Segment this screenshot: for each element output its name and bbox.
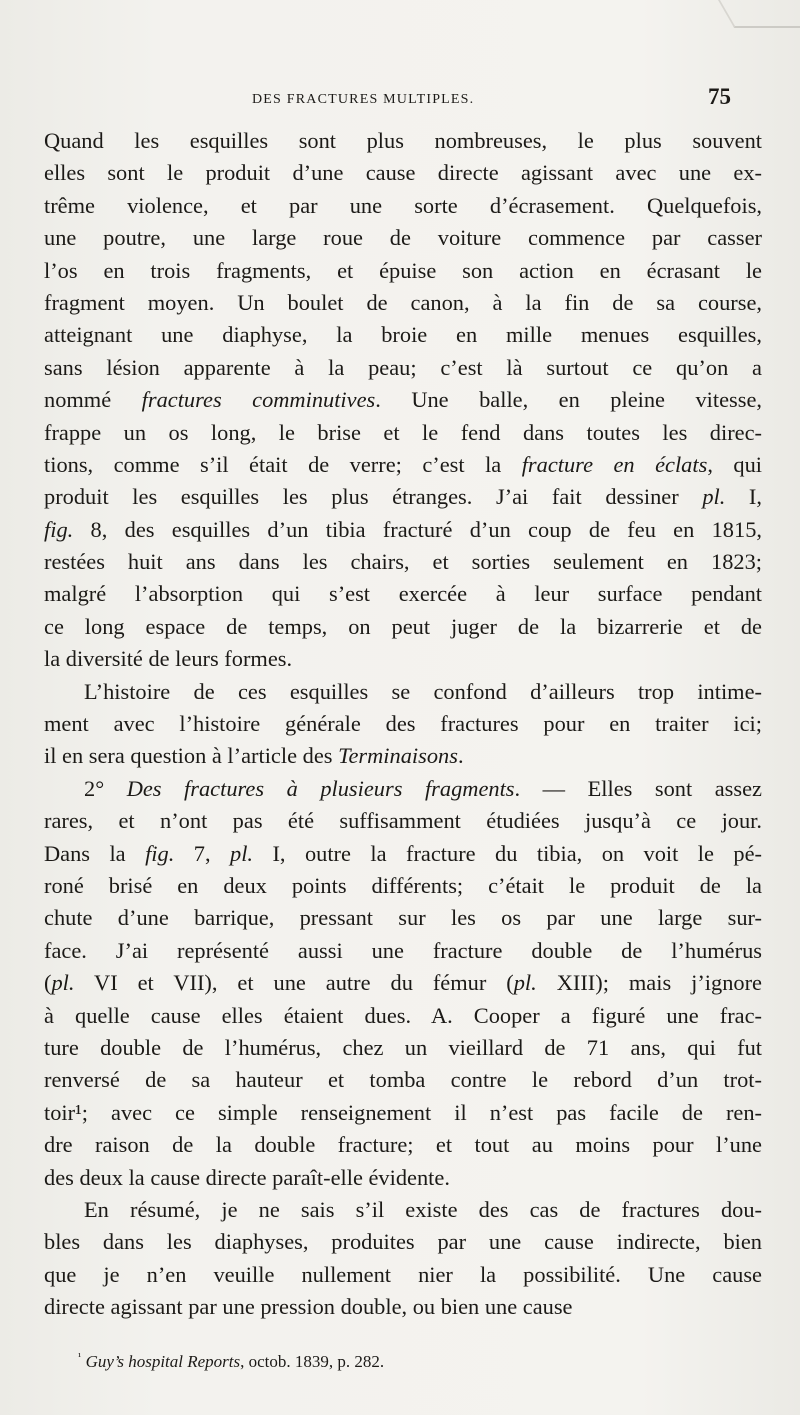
text-line bbox=[44, 352, 762, 384]
text-run: produit les esquilles les plus étranges. J’ai fait dessiner bbox=[44, 484, 703, 510]
text-line bbox=[44, 449, 762, 481]
text-line bbox=[44, 125, 762, 157]
text-run: ce long espace de temps, on peut juger de la bizarrerie et de bbox=[44, 613, 762, 639]
text-line bbox=[44, 157, 762, 189]
paragraph bbox=[44, 773, 762, 1194]
text-run: dre raison de la double fracture; et tout au moins pour l’une bbox=[44, 1132, 762, 1158]
text-line bbox=[44, 870, 762, 902]
italic-text: fig. bbox=[145, 840, 175, 866]
page-header bbox=[0, 84, 800, 114]
text-line bbox=[44, 384, 762, 416]
text-run: chute d’une barrique, pressant sur les os par une large sur- bbox=[44, 905, 762, 931]
paragraph bbox=[44, 676, 762, 773]
text-run: il en sera question à l’article des bbox=[44, 743, 339, 769]
italic-text: fracture en éclats bbox=[521, 451, 708, 477]
text-line bbox=[44, 319, 762, 351]
text-run: des deux la cause directe paraît-elle évidente. bbox=[44, 1164, 450, 1190]
footnote bbox=[78, 1352, 384, 1372]
text-run: . — Elles sont assez bbox=[514, 775, 762, 801]
text-run: ture double de l’humérus, chez un vieillard de 71 ans, qui fut bbox=[44, 1034, 762, 1060]
text-line bbox=[44, 255, 762, 287]
text-run: . Une balle, en pleine vitesse, bbox=[375, 387, 762, 413]
text-run: VI et VII), et une autre du fémur ( bbox=[74, 970, 514, 996]
italic-text: pl. bbox=[230, 840, 254, 866]
text-line bbox=[44, 676, 762, 708]
text-run: nommé bbox=[44, 387, 142, 413]
italic-text: pl. bbox=[513, 970, 537, 996]
text-run: L’histoire de ces esquilles se confond d’ailleurs trop intime- bbox=[84, 678, 762, 704]
running-head: DES FRACTURES MULTIPLES. bbox=[252, 92, 475, 107]
italic-text: pl. bbox=[51, 970, 75, 996]
text-run: roné brisé en deux points différents; c’était le produit de la bbox=[44, 872, 762, 898]
text-line bbox=[44, 1194, 762, 1226]
text-run: directe agissant par une pression double, ou bien une cause bbox=[44, 1294, 573, 1320]
text-run: I, bbox=[725, 484, 762, 510]
footnote-marker: ¹ bbox=[78, 1351, 82, 1363]
text-run: face. J’ai représenté aussi une fracture double de l’humérus bbox=[44, 937, 762, 963]
text-line bbox=[44, 740, 762, 772]
text-run: la diversité de leurs formes. bbox=[44, 646, 293, 672]
text-line bbox=[44, 1259, 762, 1291]
page-corner-fold bbox=[718, 0, 800, 28]
italic-text: pl. bbox=[702, 484, 726, 510]
text-line bbox=[44, 708, 762, 740]
text-run: une poutre, une large roue de voiture commence par casser bbox=[44, 225, 762, 251]
text-run: I, outre la fracture du tibia, on voit le pé- bbox=[253, 840, 762, 866]
text-run: toir¹; avec ce simple renseignement il n’est pas facile de ren- bbox=[44, 1099, 762, 1125]
text-line bbox=[44, 546, 762, 578]
text-run: malgré l’absorption qui s’est exercée à leur surface pendant bbox=[44, 581, 762, 607]
text-run: ment avec l’histoire générale des fractures pour en traiter ici; bbox=[44, 711, 762, 737]
text-line bbox=[44, 838, 762, 870]
text-run: rares, et n’ont pas été suffisamment étudiées jusqu’à ce jour. bbox=[44, 808, 762, 834]
text-run: , qui bbox=[707, 451, 762, 477]
text-line bbox=[44, 417, 762, 449]
text-line bbox=[44, 805, 762, 837]
text-line bbox=[44, 1162, 762, 1194]
text-run: ( bbox=[44, 970, 52, 996]
text-run: trême violence, et par une sorte d’écrasement. Quelquefois, bbox=[44, 192, 762, 218]
text-line bbox=[44, 935, 762, 967]
text-line bbox=[44, 481, 762, 513]
text-line bbox=[44, 190, 762, 222]
text-line bbox=[44, 1000, 762, 1032]
text-run: elles sont le produit d’une cause directe agissant avec une ex- bbox=[44, 160, 762, 186]
text-line bbox=[44, 773, 762, 805]
paragraph bbox=[44, 1194, 762, 1324]
text-line bbox=[44, 1291, 762, 1323]
text-run: 2° bbox=[84, 775, 127, 801]
text-run: XIII); mais j’ignore bbox=[536, 970, 762, 996]
text-line bbox=[44, 611, 762, 643]
text-line bbox=[44, 578, 762, 610]
text-run: atteignant une diaphyse, la broie en mille menues esquilles, bbox=[44, 322, 762, 348]
text-run: . bbox=[457, 743, 464, 769]
text-line bbox=[44, 514, 762, 546]
text-line bbox=[44, 1064, 762, 1096]
text-run: que je n’en veuille nullement nier la possibilité. Une cause bbox=[44, 1261, 762, 1287]
text-run: fragment moyen. Un boulet de canon, à la fin de sa course, bbox=[44, 289, 762, 315]
text-line bbox=[44, 967, 762, 999]
text-run: 7, bbox=[174, 840, 230, 866]
text-run: l’os en trois fragments, et épuise son action en écrasant le bbox=[44, 257, 762, 283]
page-number: 75 bbox=[708, 84, 731, 109]
text-line bbox=[44, 287, 762, 319]
text-line bbox=[44, 643, 762, 675]
text-run: En résumé, je ne sais s’il existe des cas de fractures dou- bbox=[84, 1196, 762, 1222]
italic-text: Des fractures à plusieurs fragments bbox=[126, 775, 515, 801]
text-line bbox=[44, 222, 762, 254]
text-run: tions, comme s’il était de verre; c’est la bbox=[44, 451, 522, 477]
text-line bbox=[44, 1032, 762, 1064]
text-run: à quelle cause elles étaient dues. A. Cooper a figuré une frac- bbox=[44, 1002, 762, 1028]
footnote-rest: , octob. 1839, p. 282. bbox=[240, 1352, 385, 1371]
paragraph bbox=[44, 125, 762, 676]
text-run: Dans la bbox=[44, 840, 146, 866]
body-text bbox=[44, 125, 762, 1323]
italic-text: Terminaisons bbox=[338, 743, 458, 769]
text-run: renversé de sa hauteur et tomba contre le rebord d’un trot- bbox=[44, 1067, 762, 1093]
italic-text: fig. bbox=[44, 516, 74, 542]
footnote-title: Guy’s hospital Reports bbox=[85, 1352, 241, 1371]
text-run: restées huit ans dans les chairs, et sorties seulement en 1823; bbox=[44, 549, 762, 575]
text-run: bles dans les diaphyses, produites par une cause indirecte, bien bbox=[44, 1229, 762, 1255]
italic-text: fractures comminutives bbox=[141, 387, 376, 413]
text-line bbox=[44, 1129, 762, 1161]
text-line bbox=[44, 1226, 762, 1258]
text-run: Quand les esquilles sont plus nombreuses, le plus souvent bbox=[44, 128, 762, 153]
text-line bbox=[44, 1097, 762, 1129]
text-run: sans lésion apparente à la peau; c’est là surtout ce qu’on a bbox=[44, 354, 762, 380]
text-line bbox=[44, 902, 762, 934]
text-run: 8, des esquilles d’un tibia fracturé d’un coup de feu en 1815, bbox=[73, 516, 762, 542]
text-run: frappe un os long, le brise et le fend dans toutes les direc- bbox=[44, 419, 762, 445]
